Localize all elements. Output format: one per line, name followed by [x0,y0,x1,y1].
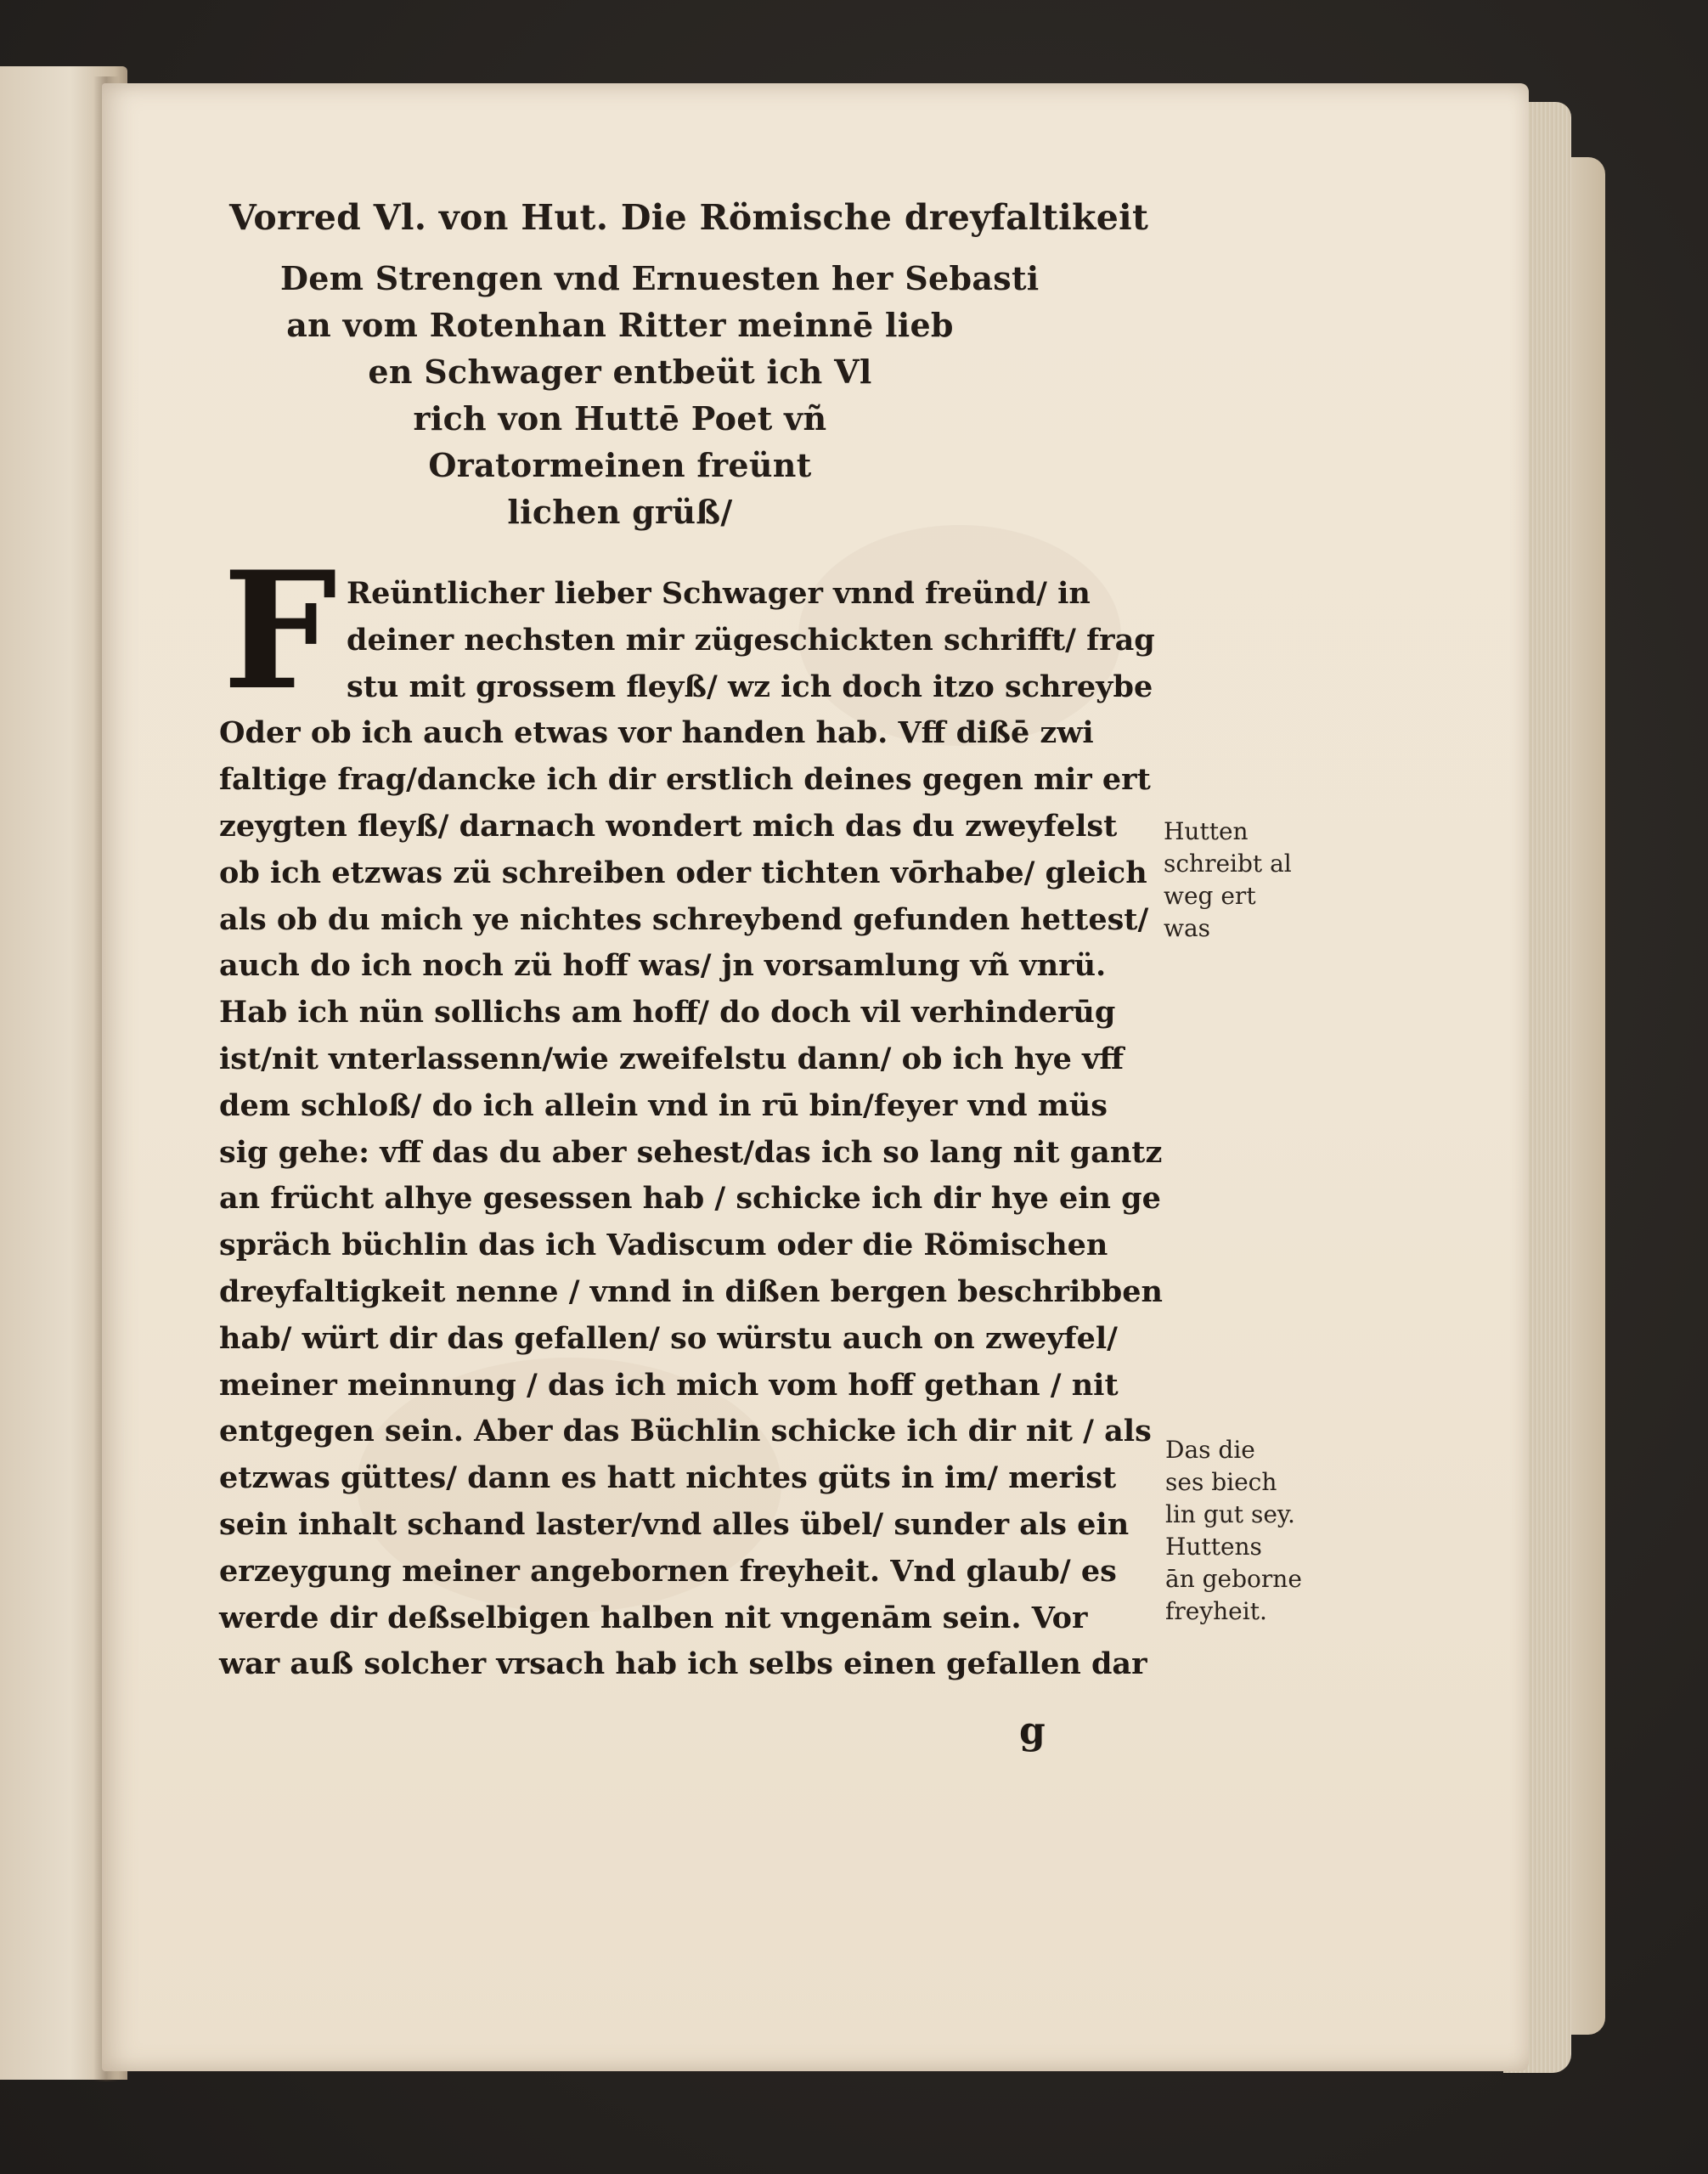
body-line: zeygten fleyß/ darnach wondert mich das du zweyfelst [219,808,1118,844]
body-line: faltige frag/dancke ich dir erstlich deines gegen mir ert [219,762,1151,798]
body-text-block [219,571,1163,1688]
body-line: entgegen sein. Aber das Büchlin schicke ich dir nit / als [219,1414,1152,1449]
dedication-line: an vom Rotenhan Ritter meinnē lieb [286,306,954,344]
margin-note-line: ses biech [1165,1468,1277,1496]
body-line: ob ich etzwas zü schreiben oder tichten vōrhabe/ gleich [219,855,1147,890]
body-line: Hab ich nün sollichs am hoff/ do doch vil verhinderūg [219,995,1116,1031]
body-line: etzwas güttes/ dann es hatt nichtes güts in im/ merist [219,1460,1117,1496]
body-line: als ob du mich ye nichtes schreybend gefunden hettest/ [219,901,1149,937]
margin-note-line: weg ert [1164,882,1256,910]
body-line: Oder ob ich auch etwas vor handen hab. Vff dißē zwi [219,715,1094,751]
body-line: sig gehe: vff das du aber sehest/das ich so lang nit gantz [219,1134,1163,1170]
dedication-line: lichen grüß/ [507,493,733,531]
body-line: ist/nit vnterlassenn/wie zweifelstu dann/ ob ich hye vff [219,1041,1125,1076]
body-line: erzeygung meiner angebornen freyheit. Vnd glaub/ es [219,1553,1117,1589]
signature-mark: g [1019,1709,1046,1753]
dedication-line: en Schwager entbeüt ich Vl [368,353,872,391]
body-line: hab/ würt dir das gefallen/ so würstu auch on zweyfel/ [219,1320,1118,1356]
margin-note-line: Das die [1165,1436,1255,1464]
margin-note-hutten-writes [1164,816,1292,945]
body-line: dem schloß/ do ich allein vnd in rū bin/feyer vnd müs [219,1087,1108,1123]
margin-note-line: Hutten [1164,817,1249,845]
margin-note-line: ān geborne [1165,1565,1302,1593]
drop-capital: F [223,536,337,726]
margin-note-line: lin gut sey. [1165,1500,1295,1528]
margin-note-line: schreibt al [1164,850,1292,878]
body-line: spräch büchlin das ich Vadiscum oder die Römischen [219,1228,1108,1263]
body-line: stu mit grossem fleyß/ wz ich doch itzo schreybe [347,669,1153,704]
margin-note-line: freyheit. [1165,1597,1267,1625]
margin-note-book-freedom [1165,1434,1302,1628]
body-line: an frücht alhye gesessen hab / schicke ich dir hye ein ge [219,1181,1161,1217]
body-line: auch do ich noch zü hoff was/ jn vorsamlung vñ vnrü. [219,948,1107,984]
body-line: Reüntlicher lieber Schwager vnnd freünd/ in [347,576,1091,611]
dedication-line: rich von Huttē Poet vñ [413,399,827,438]
margin-note-line: Huttens [1165,1533,1262,1561]
body-line: meiner meinnung / das ich mich vom hoff gethan / nit [219,1367,1119,1403]
margin-note-line: was [1164,914,1211,942]
body-line: sein inhalt schand laster/vnd alles übel/ sunder als ein [219,1506,1130,1542]
running-heading: Vorred Vl. von Hut. Die Römische dreyfaltikeit [229,197,1149,238]
body-line: war auß solcher vrsach hab ich selbs einen gefallen dar [219,1646,1147,1682]
body-line: dreyfaltigkeit nenne / vnnd in dißen bergen beschribben [219,1273,1163,1309]
dedication-block [280,255,1040,535]
body-line: deiner nechsten mir zügeschickten schrifft/ frag [347,622,1155,658]
body-line: werde dir deßselbigen halben nit vngenām sein. Vor [219,1600,1088,1635]
dedication-line: Oratormeinen freünt [428,446,812,484]
dedication-line: Dem Strengen vnd Ernuesten her Sebasti [280,259,1040,297]
